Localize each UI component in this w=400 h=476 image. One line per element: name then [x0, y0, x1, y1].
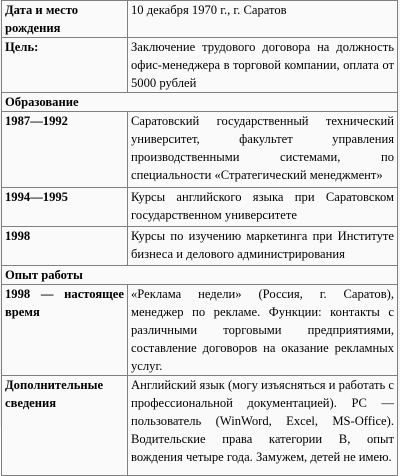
work-1998-label: 1998 — настоящее время	[2, 285, 128, 376]
row-edu-1987	[2, 112, 398, 188]
edu-1994-label: 1994—1995	[2, 188, 128, 227]
row-birth	[2, 1, 398, 38]
work-1998-value: «Реклама недели» (Россия, г. Саратов), менеджер по рекламе. Функции: контакты с различными торговыми предприятиями, составление договоров на оказание рекламных услуг.	[128, 285, 398, 376]
additional-label: Дополнительные сведения	[2, 376, 128, 476]
section-education	[2, 93, 398, 112]
birth-value: 10 декабря 1970 г., г. Саратов	[128, 1, 398, 38]
edu-1987-value: Саратовский государственный технический университет, факультет управления производственными системами, по специальности «Стратегический менеджмент»	[128, 112, 398, 188]
additional-value: Английский язык (могу изъясняться и работать с профессиональной документацией). PC — пользователь (WinWord, Excel, MS-Office). Водительские права категории В, опыт вождения четыре года. Замужем, детей не имею.	[128, 376, 398, 476]
section-experience-title: Опыт работы	[2, 266, 398, 285]
edu-1987-label: 1987—1992	[2, 112, 128, 188]
row-edu-1998	[2, 227, 398, 266]
section-education-title: Образование	[2, 93, 398, 112]
section-experience	[2, 266, 398, 285]
edu-1994-value: Курсы английского языка при Саратовском государственном университете	[128, 188, 398, 227]
birth-label: Дата и место рождения	[2, 1, 128, 38]
goal-label: Цель:	[2, 38, 128, 93]
edu-1998-label: 1998	[2, 227, 128, 266]
edu-1998-value: Курсы по изучению маркетинга при Институте бизнеса и делового администрирования	[128, 227, 398, 266]
resume-table	[1, 0, 398, 476]
row-goal	[2, 38, 398, 93]
goal-value: Заключение трудового договора на должность офис-менеджера в торговой компании, оплата от 5000 рублей	[128, 38, 398, 93]
row-edu-1994	[2, 188, 398, 227]
row-work-1998	[2, 285, 398, 376]
